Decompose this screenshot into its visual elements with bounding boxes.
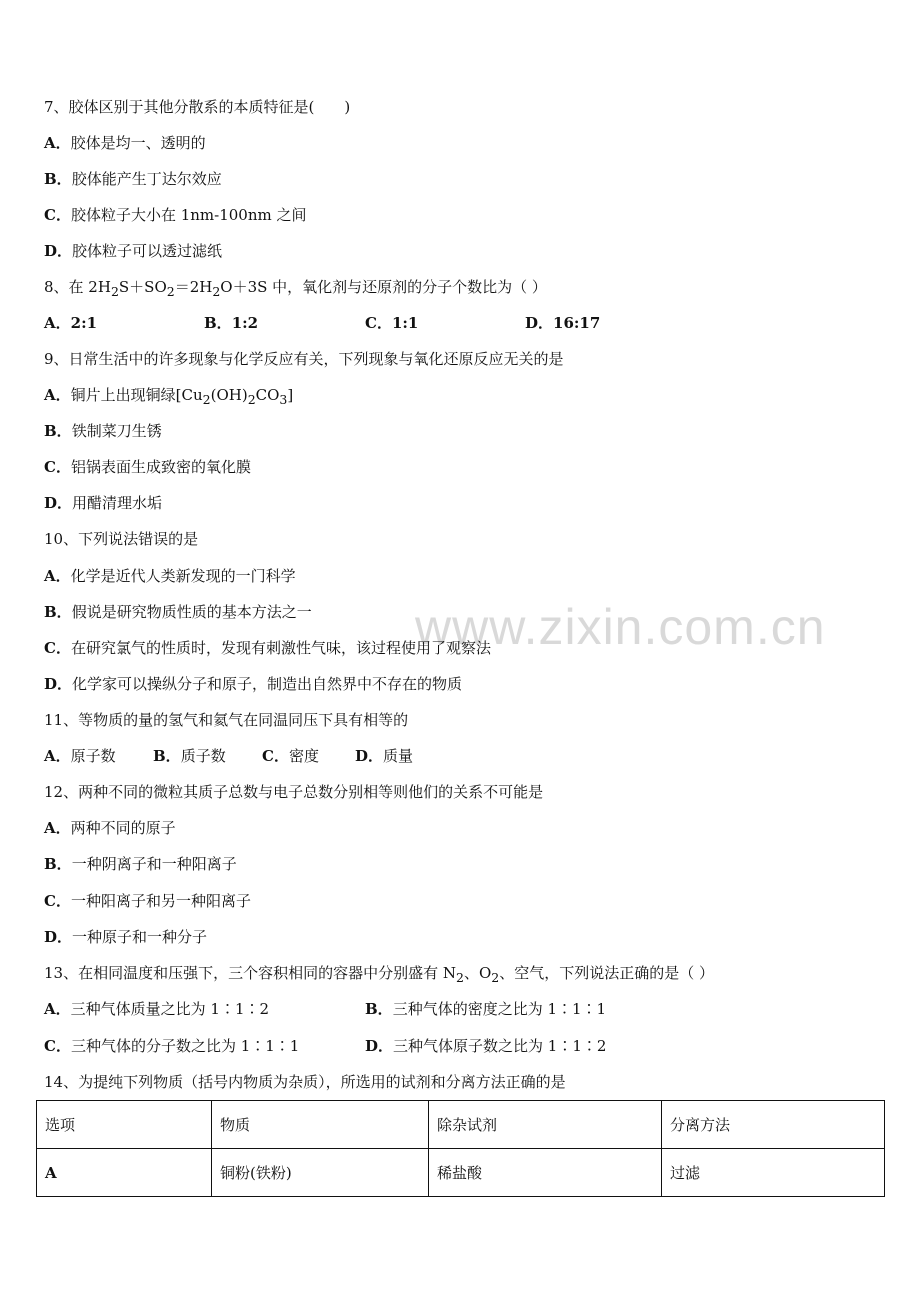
q7-option-a: A．胶体是均一、透明的	[44, 134, 206, 152]
q12-option-c: C．一种阳离子和另一种阳离子	[44, 892, 251, 910]
q12-stem: 12、两种不同的微粒其质子总数与电子总数分别相等则他们的关系不可能是	[44, 783, 544, 801]
table-header-cell: 除杂试剂	[429, 1101, 662, 1149]
q11-option-a: A．原子数	[44, 747, 116, 765]
table-cell: 铜粉(铁粉)	[212, 1149, 429, 1197]
q7-stem: 7、胶体区别于其他分散系的本质特征是( )	[44, 98, 351, 116]
table-header-cell: 分离方法	[662, 1101, 885, 1149]
table-cell: 稀盐酸	[429, 1149, 662, 1197]
q13-option-a: A．三种气体质量之比为 1∶1∶2	[44, 1000, 270, 1018]
q13-stem: 13、在相同温度和压强下，三个容积相同的容器中分别盛有 $N_2$、$O_2$、空气，下列说法正确的是（ ）	[44, 964, 714, 985]
table-cell: 过滤	[662, 1149, 885, 1197]
table-row	[37, 1149, 885, 1197]
q13-option-c: C．三种气体的分子数之比为 1∶1∶1	[44, 1037, 300, 1055]
q8-stem: 8、在 $2H_2S+SO_2=2H_2O+3S$ 中，氧化剂与还原剂的分子个数比为（ ）	[44, 278, 547, 299]
q7-option-c: C．胶体粒子大小在 1nm-100nm 之间	[44, 206, 307, 224]
q11-option-b: B．质子数	[153, 747, 226, 765]
q11-option-c: C．密度	[262, 747, 319, 765]
q13-option-b: B．三种气体的密度之比为 1∶1∶1	[365, 1000, 607, 1018]
q13-option-d: D．三种气体原子数之比为 1∶1∶2	[365, 1037, 607, 1055]
q10-stem: 10、下列说法错误的是	[44, 530, 199, 548]
q9-option-d: D．用醋清理水垢	[44, 494, 163, 512]
q10-option-d: D．化学家可以操纵分子和原子，制造出自然界中不存在的物质	[44, 675, 463, 693]
q12-option-d: D．一种原子和一种分子	[44, 928, 208, 946]
table-cell: A	[37, 1149, 212, 1197]
q12-option-a: A．两种不同的原子	[44, 819, 176, 837]
q14-table	[36, 1100, 885, 1197]
q9-option-a: A．铜片上出现铜绿$[Cu_2(OH)_2CO_3]$	[44, 386, 294, 407]
q9-option-b: B．铁制菜刀生锈	[44, 422, 162, 440]
q10-option-c: C．在研究氯气的性质时，发现有刺激性气味，该过程使用了观察法	[44, 639, 491, 657]
q9-option-c: C．铝锅表面生成致密的氧化膜	[44, 458, 251, 476]
q11-stem: 11、等物质的量的氢气和氦气在同温同压下具有相等的	[44, 711, 409, 729]
q9-stem: 9、日常生活中的许多现象与化学反应有关，下列现象与氧化还原反应无关的是	[44, 350, 564, 368]
q11-option-d: D．质量	[355, 747, 414, 765]
q7-option-b: B．胶体能产生丁达尔效应	[44, 170, 222, 188]
table-header-cell: 物质	[212, 1101, 429, 1149]
q8-option-b: B．1:2	[204, 314, 259, 332]
q8-option-a: A．2:1	[44, 314, 98, 332]
table-header-cell: 选项	[37, 1101, 212, 1149]
q8-option-c: C．1:1	[365, 314, 419, 332]
q10-option-b: B．假说是研究物质性质的基本方法之一	[44, 603, 312, 621]
q10-option-a: A．化学是近代人类新发现的一门科学	[44, 567, 296, 585]
q8-option-d: D．16:17	[525, 314, 601, 332]
watermark: www.zixin.com.cn	[415, 599, 826, 655]
q7-option-d: D．胶体粒子可以透过滤纸	[44, 242, 223, 260]
q14-stem: 14、为提纯下列物质（括号内物质为杂质），所选用的试剂和分离方法正确的是	[44, 1073, 566, 1091]
table-header-row	[37, 1101, 885, 1149]
q12-option-b: B．一种阴离子和一种阳离子	[44, 855, 237, 873]
